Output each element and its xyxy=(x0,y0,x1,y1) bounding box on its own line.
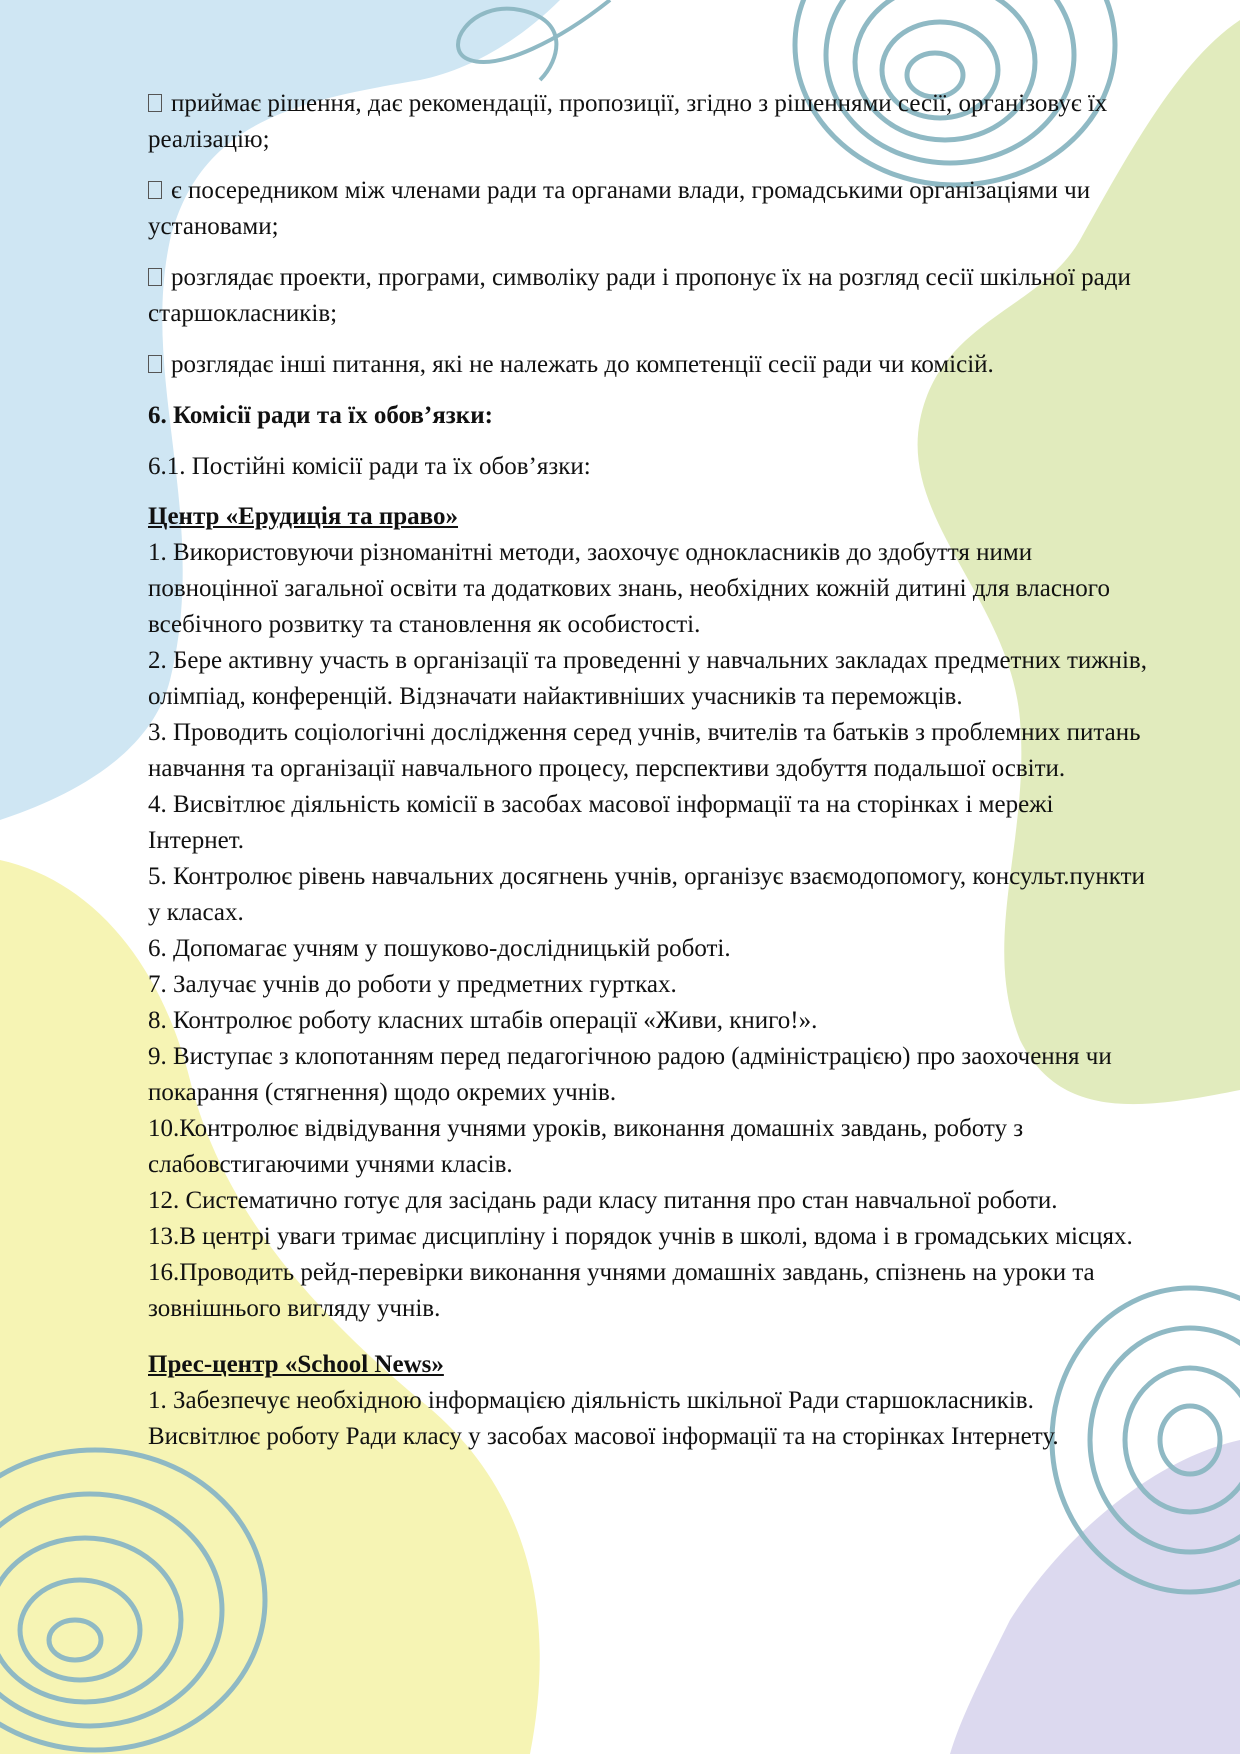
list-item: 1. Використовуючи різноманітні методи, заохочує однокласників до здобуття ними повноцінної загальної освіти та додаткових знань, необхідних кожній дитині для власного всебічного розвитку та становлення як особистості. xyxy=(148,539,1110,638)
bullet-item xyxy=(148,347,1148,383)
press-center-title: Прес-центр «School News» xyxy=(148,1351,444,1378)
bullet-text: приймає рішення, дає рекомендації, пропозиції, згідно з рішеннями сесії, організовує їх реалізацію; xyxy=(148,90,1108,153)
checkbox-glyph-icon xyxy=(148,94,162,112)
bullet-text: розглядає проекти, програми, символіку ради і пропонує їх на розгляд сесії шкільної ради старшокласників; xyxy=(148,264,1131,327)
list-item: 3. Проводить соціологічні дослідження серед учнів, вчителів та батьків з проблемних питань навчання та організації навчального процесу, перспективи здобуття подальшої освіти. xyxy=(148,719,1141,782)
lavender-blob xyxy=(950,1440,1240,1754)
list-item: 2. Бере активну участь в організації та проведенні у навчальних закладах предметних тижнів, олімпіад, конференцій. Відзначати найактивніших учасників та переможців. xyxy=(148,647,1147,710)
checkbox-glyph-icon xyxy=(148,355,162,373)
list-item: 4. Висвітлює діяльність комісії в засобах масової інформації та на сторінках і мережі Інтернет. xyxy=(148,791,1054,854)
bullet-item xyxy=(148,86,1148,158)
bullet-text: є посередником між членами ради та органами влади, громадськими організаціями чи установами; xyxy=(148,177,1091,240)
list-item: 9. Виступає з клопотанням перед педагогічною радою (адміністрацією) про заохочення чи покарання (стягнення) щодо окремих учнів. xyxy=(148,1043,1112,1106)
list-item: 1. Забезпечує необхідною інформацією діяльність шкільної Ради старшокласників. Висвітлює роботу Ради класу у засобах масової інформації та на сторінках Інтернету. xyxy=(148,1387,1059,1450)
bullet-item xyxy=(148,260,1148,332)
section-heading: 6. Комісії ради та їх обов’язки: xyxy=(148,402,493,429)
section-subheading: 6.1. Постійні комісії ради та їх обов’язки: xyxy=(148,453,591,480)
bullet-text: розглядає інші питання, які не належать до компетенції сесії ради чи комісій. xyxy=(171,351,994,378)
bullet-item xyxy=(148,173,1148,245)
list-item: 8. Контролює роботу класних штабів операції «Живи, книго!». xyxy=(148,1007,818,1034)
checkbox-glyph-icon xyxy=(148,181,162,199)
list-item: 7. Залучає учнів до роботи у предметних гуртках. xyxy=(148,971,677,998)
checkbox-glyph-icon xyxy=(148,268,162,286)
document-body xyxy=(148,86,1148,1455)
section-spacer xyxy=(148,1327,1148,1347)
list-item: 10.Контролює відвідування учнями уроків, виконання домашніх завдань, роботу з слабовстигаючими учнями класів. xyxy=(148,1115,1024,1178)
list-item: 12. Систематично готує для засідань ради класу питання про стан навчальної роботи. xyxy=(148,1187,1058,1214)
erudition-center-title: Центр «Ерудиція та право» xyxy=(148,503,459,530)
list-item: 16.Проводить рейд-перевірки виконання учнями домашніх завдань, спізнень на уроки та зовнішнього вигляду учнів. xyxy=(148,1259,1095,1322)
list-item: 5. Контролює рівень навчальних досягнень учнів, організує взаємодопомогу, консульт.пункти у класах. xyxy=(148,863,1145,926)
list-item: 6. Допомагає учням у пошуково-дослідницькій роботі. xyxy=(148,935,731,962)
list-item: 13.В центрі уваги тримає дисципліну і порядок учнів в школі, вдома і в громадських місцях. xyxy=(148,1223,1133,1250)
